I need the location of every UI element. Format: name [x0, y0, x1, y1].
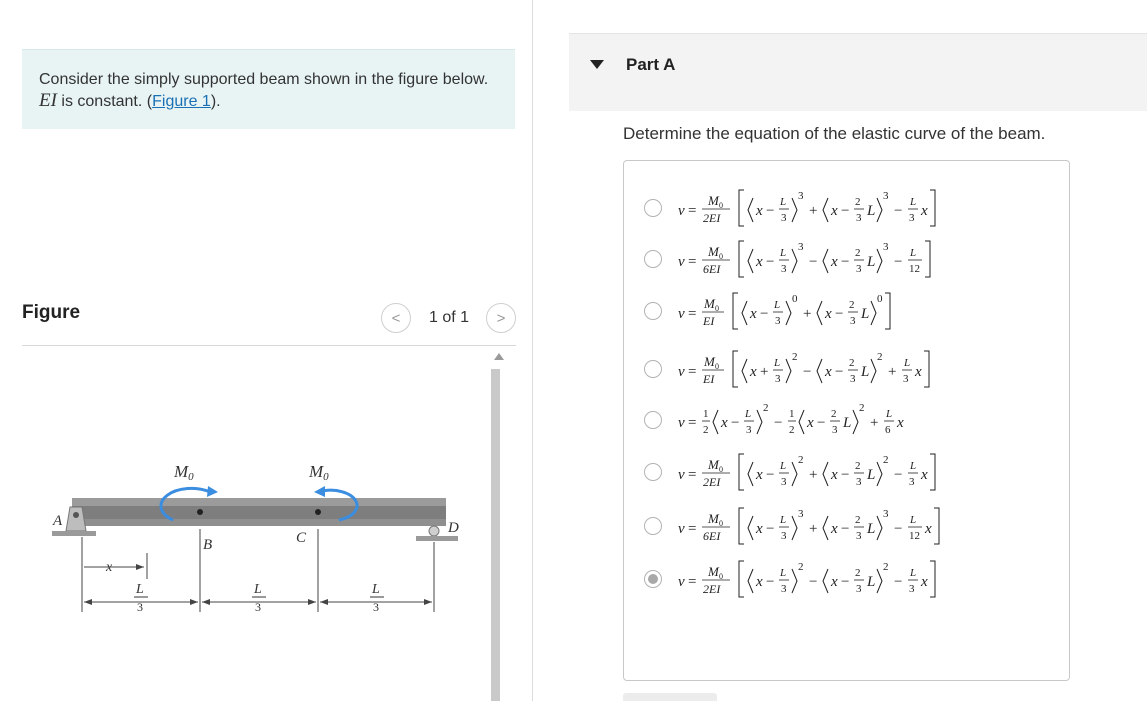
pager-label: 1 of 1: [428, 309, 469, 326]
svg-text:2: 2: [877, 351, 883, 363]
answer-radio[interactable]: [644, 517, 662, 535]
beam-bottom-flange: [72, 519, 446, 526]
svg-text:2: 2: [855, 514, 861, 526]
svg-text:1: 1: [789, 408, 795, 420]
moment-label-left: M0: [174, 462, 194, 483]
svg-text:x: x: [897, 415, 904, 431]
part-title: Part A: [626, 55, 676, 74]
answer-option[interactable]: [644, 234, 1064, 284]
svg-text:2EI: 2EI: [703, 211, 721, 225]
svg-text:3: 3: [781, 476, 787, 488]
figure-pager: [381, 303, 516, 333]
svg-text:1: 1: [703, 408, 709, 420]
svg-text:2: 2: [798, 454, 804, 466]
svg-text:−: −: [766, 521, 775, 537]
svg-text:−: −: [841, 574, 850, 590]
svg-text:=: =: [688, 203, 697, 219]
svg-text:M: M: [708, 564, 719, 579]
svg-text:−: −: [841, 521, 850, 537]
svg-text:L: L: [774, 299, 781, 311]
svg-text:2: 2: [855, 567, 861, 579]
span-den-2: 3: [255, 600, 261, 614]
svg-text:3: 3: [781, 583, 787, 595]
svg-text:L: L: [745, 408, 752, 420]
svg-text:0: 0: [877, 293, 883, 305]
svg-text:2: 2: [855, 196, 861, 208]
answer-equation: [672, 286, 1052, 336]
answer-option[interactable]: [644, 183, 1064, 233]
svg-text:2: 2: [855, 460, 861, 472]
span-den-3: 3: [373, 600, 379, 614]
svg-text:L: L: [780, 196, 787, 208]
svg-text:−: −: [835, 364, 844, 380]
svg-text:L: L: [910, 196, 917, 208]
svg-text:3: 3: [903, 373, 909, 385]
intro-paren-open: (: [146, 93, 153, 110]
svg-text:v: v: [678, 203, 685, 219]
answer-option[interactable]: [644, 447, 1064, 497]
svg-text:x: x: [756, 521, 763, 537]
svg-text:3: 3: [832, 424, 838, 436]
svg-text:−: −: [766, 574, 775, 590]
svg-text:2: 2: [792, 351, 798, 363]
svg-text:L: L: [780, 514, 787, 526]
submit-button[interactable]: [623, 693, 717, 701]
svg-text:0: 0: [719, 465, 723, 474]
svg-text:3: 3: [781, 212, 787, 224]
svg-text:+: +: [809, 521, 818, 537]
svg-text:x: x: [750, 306, 757, 322]
svg-text:x: x: [825, 364, 832, 380]
svg-text:x: x: [831, 254, 838, 270]
svg-text:−: −: [760, 306, 769, 322]
svg-text:=: =: [688, 254, 697, 270]
svg-text:−: −: [803, 364, 812, 380]
svg-text:2EI: 2EI: [703, 582, 721, 596]
point-label-c: C: [296, 530, 307, 546]
svg-text:2: 2: [859, 402, 865, 414]
svg-text:x: x: [921, 467, 928, 483]
svg-text:+: +: [760, 364, 769, 380]
svg-text:3: 3: [856, 583, 862, 595]
svg-text:x: x: [825, 306, 832, 322]
svg-text:+: +: [870, 415, 879, 431]
svg-text:+: +: [803, 306, 812, 322]
svg-text:−: −: [841, 203, 850, 219]
svg-text:L: L: [910, 567, 917, 579]
svg-text:2: 2: [703, 424, 709, 436]
svg-text:−: −: [841, 467, 850, 483]
svg-text:M: M: [704, 296, 715, 311]
svg-text:−: −: [766, 467, 775, 483]
svg-text:−: −: [809, 574, 818, 590]
svg-text:3: 3: [781, 530, 787, 542]
svg-text:0: 0: [715, 304, 719, 313]
svg-text:3: 3: [856, 263, 862, 275]
svg-text:2: 2: [849, 299, 855, 311]
answer-option[interactable]: [644, 344, 1064, 394]
svg-text:L: L: [910, 460, 917, 472]
svg-text:=: =: [688, 415, 697, 431]
part-a-header[interactable]: [569, 33, 1147, 111]
svg-text:+: +: [809, 467, 818, 483]
svg-text:2: 2: [883, 454, 889, 466]
svg-text:EI: EI: [703, 372, 715, 386]
question-text: Determine the equation of the elastic curve of the beam.: [623, 124, 1046, 143]
x-dimension-label: x: [106, 560, 113, 575]
svg-text:−: −: [817, 415, 826, 431]
svg-text:3: 3: [798, 508, 804, 520]
answer-radio[interactable]: [644, 302, 662, 320]
point-label-b: B: [203, 537, 213, 553]
figure-scrollbar[interactable]: [489, 347, 511, 701]
svg-text:v: v: [678, 574, 685, 590]
svg-text:0: 0: [792, 293, 798, 305]
answer-equation: [672, 183, 1052, 233]
svg-text:−: −: [809, 254, 818, 270]
svg-text:3: 3: [909, 212, 915, 224]
svg-text:L: L: [867, 521, 876, 537]
svg-text:2: 2: [849, 357, 855, 369]
svg-text:x: x: [756, 203, 763, 219]
beam-top-flange: [72, 498, 446, 506]
left-panel: [0, 0, 532, 701]
svg-text:3: 3: [909, 476, 915, 488]
span-num-2: L: [254, 582, 262, 597]
svg-text:3: 3: [850, 373, 856, 385]
moment-label-right: M0: [309, 462, 329, 483]
svg-text:v: v: [678, 306, 685, 322]
answer-radio[interactable]: [644, 360, 662, 378]
answer-equation: [672, 344, 1052, 394]
svg-text:x: x: [831, 203, 838, 219]
svg-text:M: M: [708, 193, 719, 208]
svg-text:x: x: [750, 364, 757, 380]
caret-down-icon[interactable]: [590, 60, 604, 69]
answer-option[interactable]: [644, 286, 1064, 336]
svg-text:2: 2: [883, 561, 889, 573]
scroll-up-arrow-icon[interactable]: [494, 353, 504, 360]
svg-text:3: 3: [856, 530, 862, 542]
chevron-left-icon: <: [391, 309, 401, 327]
answer-option[interactable]: [644, 501, 1064, 551]
svg-text:−: −: [731, 415, 740, 431]
svg-text:L: L: [774, 357, 781, 369]
intro-paren-close: ).: [210, 93, 221, 110]
intro-text-before: Consider the simply supported beam shown in the figure below.: [39, 71, 489, 88]
span-num-3: L: [372, 582, 380, 597]
svg-text:−: −: [766, 254, 775, 270]
intro-ei: EI: [39, 90, 57, 111]
svg-text:−: −: [766, 203, 775, 219]
svg-text:2: 2: [855, 247, 861, 259]
answer-radio[interactable]: [644, 199, 662, 217]
svg-text:v: v: [678, 364, 685, 380]
answer-equation: [672, 554, 1052, 604]
next-figure-button[interactable]: [486, 303, 516, 333]
svg-text:2: 2: [798, 561, 804, 573]
svg-text:x: x: [721, 415, 728, 431]
intro-text-after: is constant.: [61, 93, 143, 110]
problem-statement: [22, 49, 515, 129]
answer-radio[interactable]: [644, 250, 662, 268]
answer-equation: [672, 447, 1052, 497]
svg-text:6EI: 6EI: [703, 529, 721, 543]
svg-text:−: −: [894, 467, 903, 483]
svg-text:=: =: [688, 574, 697, 590]
svg-text:x: x: [831, 467, 838, 483]
svg-text:12: 12: [909, 263, 920, 275]
svg-text:−: −: [841, 254, 850, 270]
svg-text:3: 3: [781, 263, 787, 275]
svg-text:−: −: [894, 574, 903, 590]
svg-text:x: x: [756, 574, 763, 590]
svg-text:12: 12: [909, 530, 920, 542]
svg-text:x: x: [807, 415, 814, 431]
svg-text:x: x: [915, 364, 922, 380]
beam-diagram: [22, 347, 488, 701]
svg-text:−: −: [774, 415, 783, 431]
svg-text:M: M: [708, 244, 719, 259]
svg-text:2: 2: [763, 402, 769, 414]
point-label-a: A: [53, 513, 63, 529]
svg-text:v: v: [678, 415, 685, 431]
answer-equation: [672, 501, 1052, 551]
svg-text:L: L: [867, 467, 876, 483]
svg-text:2: 2: [789, 424, 795, 436]
svg-text:3: 3: [775, 315, 781, 327]
svg-text:2EI: 2EI: [703, 475, 721, 489]
svg-text:x: x: [831, 521, 838, 537]
answer-radio[interactable]: [644, 411, 662, 429]
svg-text:0: 0: [715, 362, 719, 371]
point-label-d: D: [448, 520, 459, 536]
svg-text:−: −: [894, 254, 903, 270]
answer-option[interactable]: [644, 395, 1064, 445]
figure-link[interactable]: Figure 1: [152, 93, 211, 110]
svg-text:L: L: [904, 357, 911, 369]
answer-equation: [672, 395, 1052, 445]
svg-text:0: 0: [719, 519, 723, 528]
figure-header: [22, 300, 516, 346]
svg-text:+: +: [809, 203, 818, 219]
beam-web: [72, 506, 446, 519]
answer-radio[interactable]: [644, 570, 662, 588]
svg-text:L: L: [867, 203, 876, 219]
svg-text:x: x: [831, 574, 838, 590]
panel-divider: [532, 0, 533, 701]
svg-text:L: L: [780, 567, 787, 579]
svg-text:=: =: [688, 521, 697, 537]
svg-text:EI: EI: [703, 314, 715, 328]
svg-text:x: x: [925, 521, 932, 537]
svg-text:3: 3: [883, 241, 889, 253]
svg-text:3: 3: [883, 190, 889, 202]
svg-text:v: v: [678, 467, 685, 483]
svg-text:x: x: [756, 254, 763, 270]
svg-text:=: =: [688, 364, 697, 380]
svg-text:3: 3: [856, 212, 862, 224]
svg-text:L: L: [843, 415, 852, 431]
svg-text:3: 3: [798, 190, 804, 202]
answer-equation: [672, 234, 1052, 284]
svg-text:2: 2: [831, 408, 837, 420]
svg-text:−: −: [835, 306, 844, 322]
svg-text:3: 3: [850, 315, 856, 327]
svg-text:=: =: [688, 467, 697, 483]
svg-text:v: v: [678, 521, 685, 537]
svg-text:6: 6: [885, 424, 891, 436]
answer-choices: [623, 160, 1070, 681]
svg-text:=: =: [688, 306, 697, 322]
svg-text:x: x: [756, 467, 763, 483]
svg-text:L: L: [867, 254, 876, 270]
svg-text:L: L: [910, 247, 917, 259]
svg-text:0: 0: [719, 572, 723, 581]
svg-text:3: 3: [856, 476, 862, 488]
svg-text:L: L: [867, 574, 876, 590]
svg-text:L: L: [886, 408, 893, 420]
svg-text:x: x: [921, 203, 928, 219]
svg-text:0: 0: [719, 252, 723, 261]
svg-text:−: −: [894, 521, 903, 537]
figure-title: Figure: [22, 302, 81, 323]
answer-option[interactable]: [644, 554, 1064, 604]
svg-text:L: L: [910, 514, 917, 526]
svg-text:3: 3: [909, 583, 915, 595]
svg-text:3: 3: [883, 508, 889, 520]
svg-text:−: −: [894, 203, 903, 219]
svg-text:+: +: [888, 364, 897, 380]
span-den-1: 3: [137, 600, 143, 614]
svg-text:v: v: [678, 254, 685, 270]
svg-text:L: L: [780, 460, 787, 472]
svg-text:0: 0: [719, 201, 723, 210]
svg-text:L: L: [861, 306, 870, 322]
svg-text:3: 3: [746, 424, 752, 436]
svg-text:M: M: [708, 511, 719, 526]
svg-text:x: x: [921, 574, 928, 590]
span-num-1: L: [136, 582, 144, 597]
svg-text:M: M: [708, 457, 719, 472]
svg-text:M: M: [704, 354, 715, 369]
answer-radio[interactable]: [644, 463, 662, 481]
svg-text:3: 3: [798, 241, 804, 253]
chevron-right-icon: >: [496, 309, 506, 327]
svg-text:L: L: [780, 247, 787, 259]
scroll-thumb[interactable]: [491, 369, 500, 701]
svg-text:3: 3: [775, 373, 781, 385]
figure-image: [22, 347, 488, 701]
svg-text:6EI: 6EI: [703, 262, 721, 276]
svg-text:L: L: [861, 364, 870, 380]
prev-figure-button[interactable]: [381, 303, 411, 333]
